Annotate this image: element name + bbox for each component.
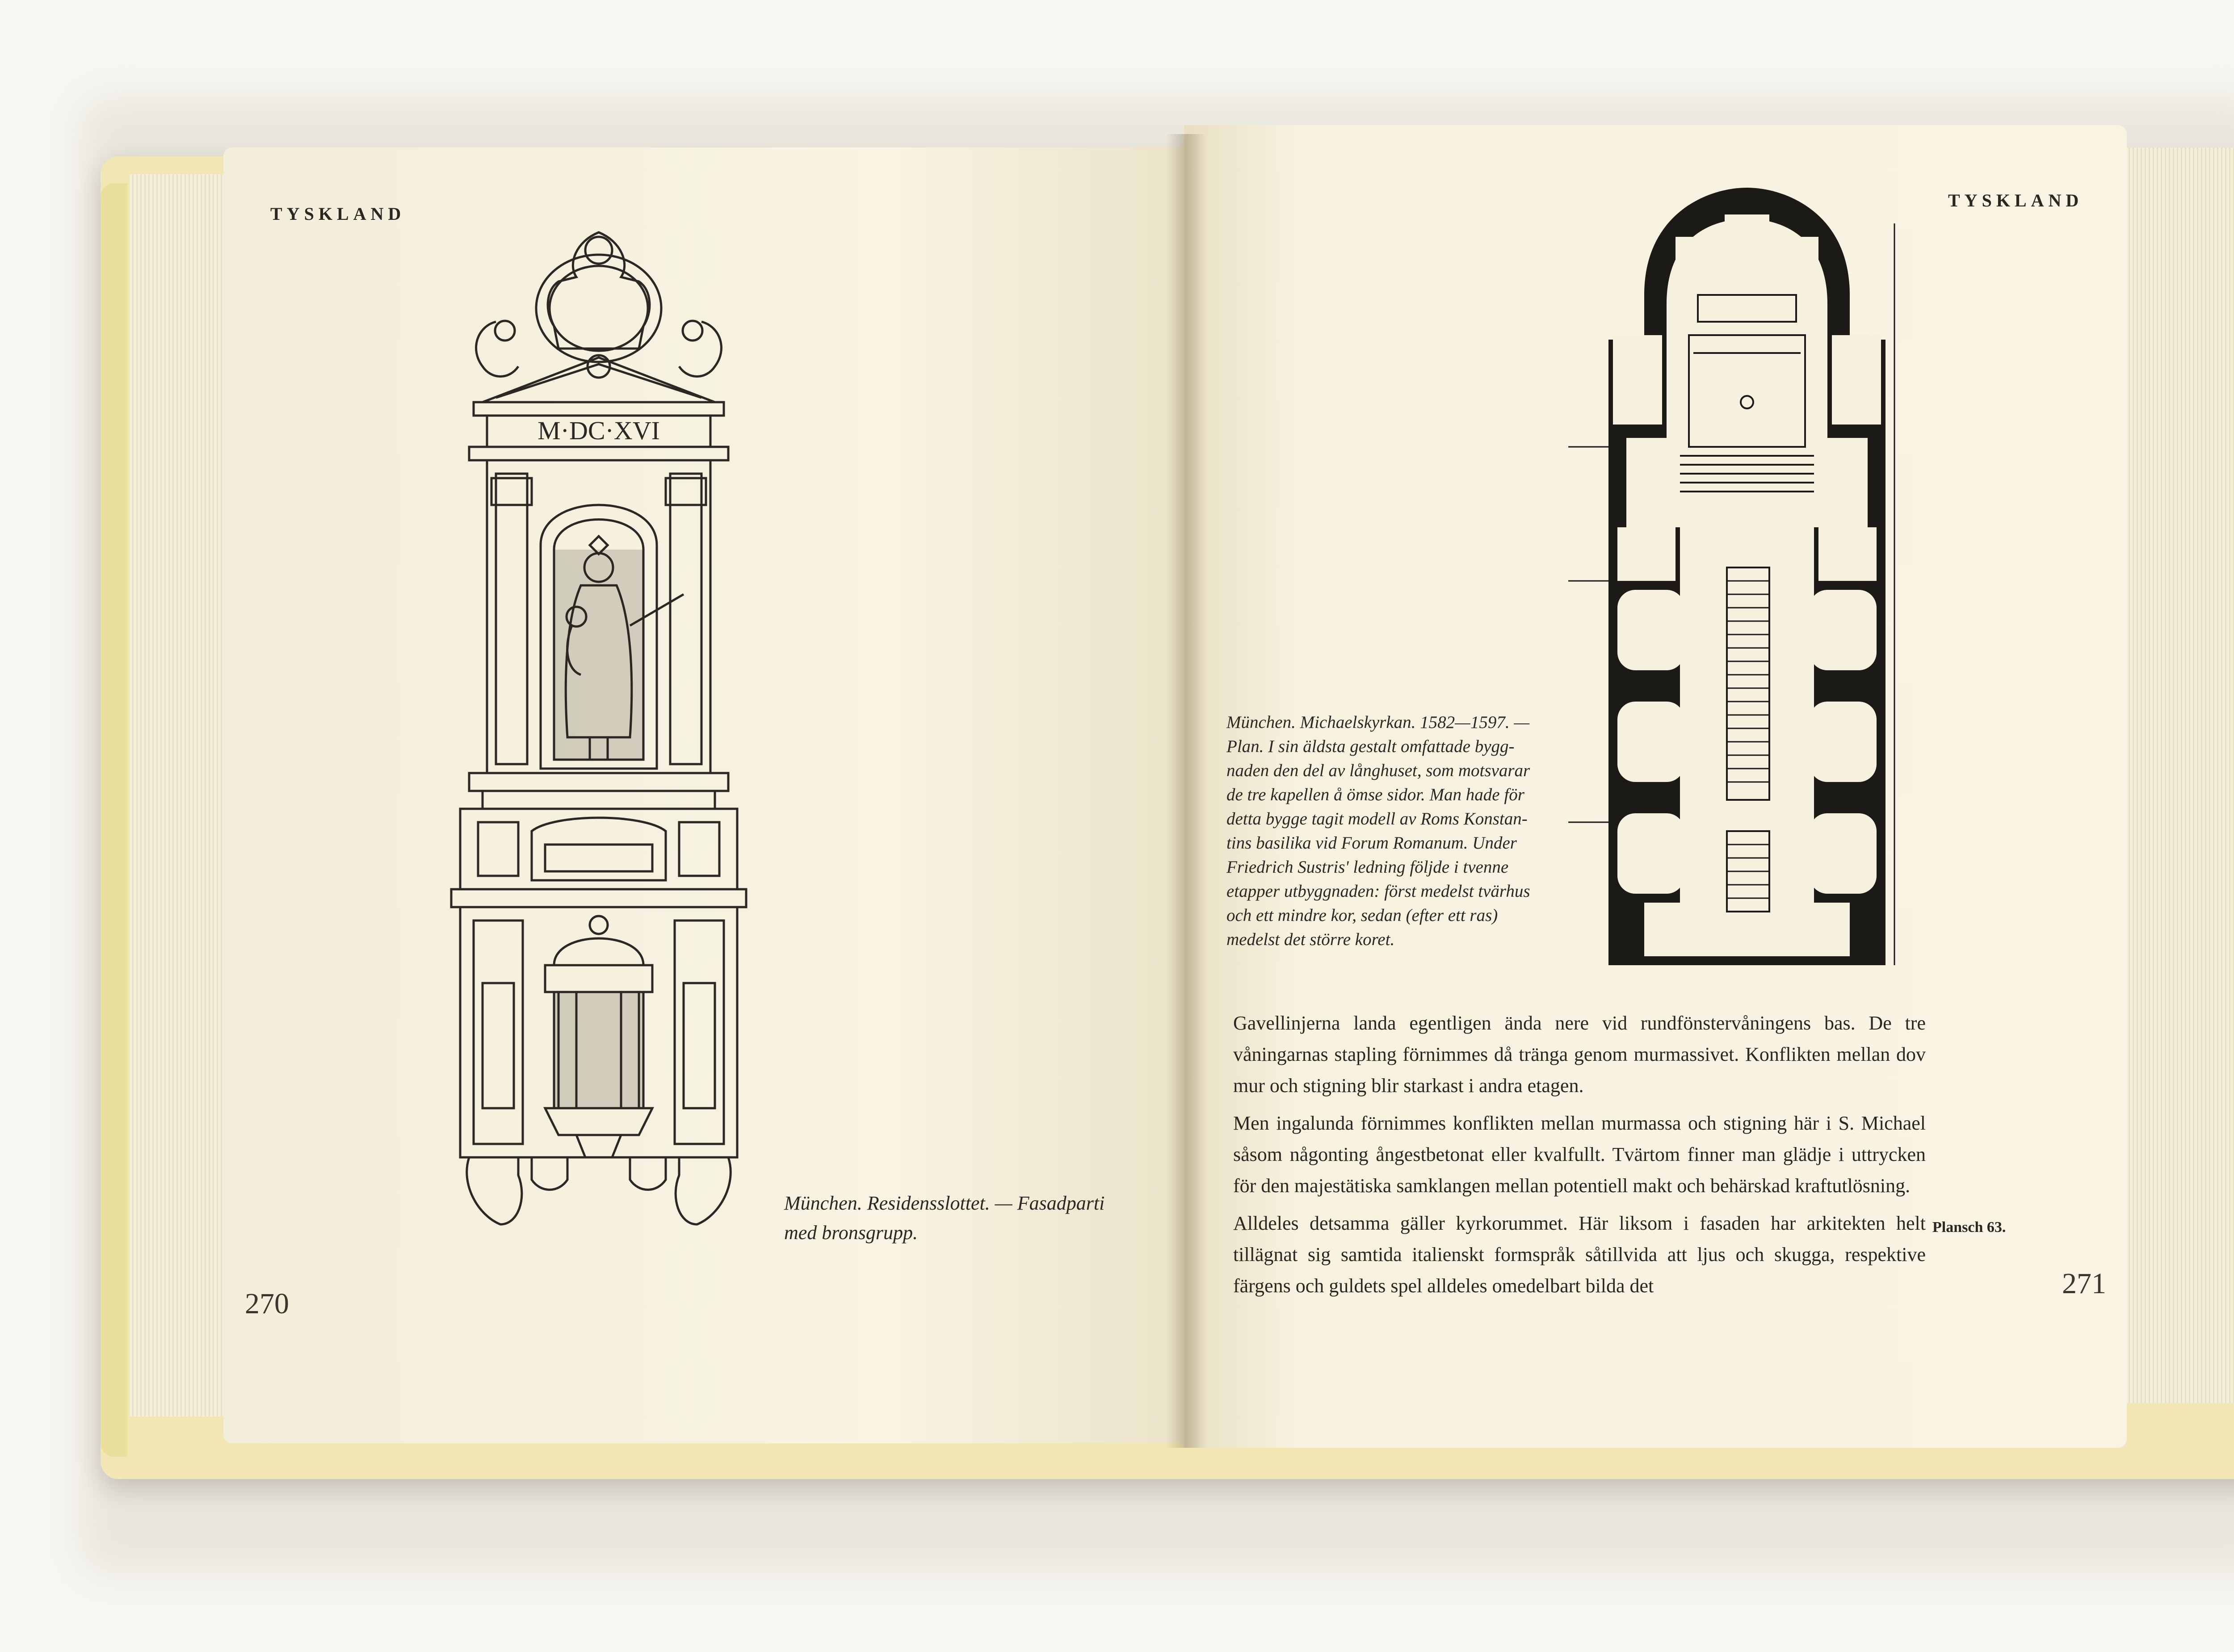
left-running-head: TYSKLAND — [270, 204, 406, 224]
plan-caption — [1226, 710, 1530, 952]
plan-caption-line: tins basilika vid Forum Romanum. Under — [1226, 833, 1517, 853]
church-plan-illustration — [1591, 188, 1903, 974]
paragraph: Gavellinjerna landa egentligen ända nere vid rundfönstervåningens bas. De tre våningarnas stapling förnimmes då tränga genom murmassivet. Konflikten mellan dov mur och stigning blir starkast i andra etagen. — [1233, 1012, 1926, 1097]
plan-caption-line: medelst det större koret. — [1226, 930, 1395, 949]
paragraph: Alldeles detsamma gäller kyrkorummet. Här liksom i fasaden har arkitekten helt tillägnat sig samtida italienskt formspråk såtillvida att ljus och skugga, respektive färgens och guldets spel alldeles omedelbart bilda det — [1233, 1212, 1926, 1297]
right-page-number: 271 — [2062, 1267, 2106, 1300]
left-caption-line-2: med bronsgrupp. — [784, 1222, 918, 1244]
gutter-shadow — [1166, 134, 1206, 1448]
plan-caption-line: Friedrich Sustris' ledning följde i tvenne — [1226, 858, 1509, 877]
date-inscription: M·DC·XVI — [538, 416, 660, 445]
right-body-text — [1233, 1008, 1926, 1308]
cover-edge — [101, 183, 127, 1457]
plan-caption-line: München. Michaelskyrkan. 1582—1597. — — [1226, 713, 1530, 732]
plan-caption-line: etapper utbyggnaden: först medelst tvärhus — [1226, 882, 1530, 901]
margin-note-plate: Plansch 63. — [1932, 1219, 2006, 1236]
plan-caption-line: Plan. I sin äldsta gestalt omfattade bygg- — [1226, 737, 1515, 756]
right-running-head: TYSKLAND — [1948, 190, 2083, 210]
left-caption — [784, 1189, 1104, 1248]
paragraph: Men ingalunda förnimmes konflikten mellan murmassa och stigning här i S. Michael såsom någonting ångestbetonat eller kvalfullt. Tvärtom finner man glädje i uttrycken för den majestätiska samklangen mellan potentiell makt och behärskad kraftutlösning. — [1233, 1112, 1926, 1197]
facade-illustration — [442, 223, 755, 1242]
left-page-number: 270 — [245, 1287, 289, 1320]
plan-caption-line: de tre kapellen å ömse sidor. Man hade för — [1226, 785, 1524, 804]
right-page-edges — [2118, 147, 2234, 1403]
plan-caption-line: och ett mindre kor, sedan (efter ett ras) — [1226, 906, 1498, 925]
plan-caption-line: naden den del av långhuset, som motsvarar — [1226, 761, 1530, 780]
plan-caption-line: detta bygge tagit modell av Roms Konstan- — [1226, 809, 1528, 828]
left-caption-line-1: München. Residensslottet. — Fasadparti — [784, 1192, 1105, 1214]
